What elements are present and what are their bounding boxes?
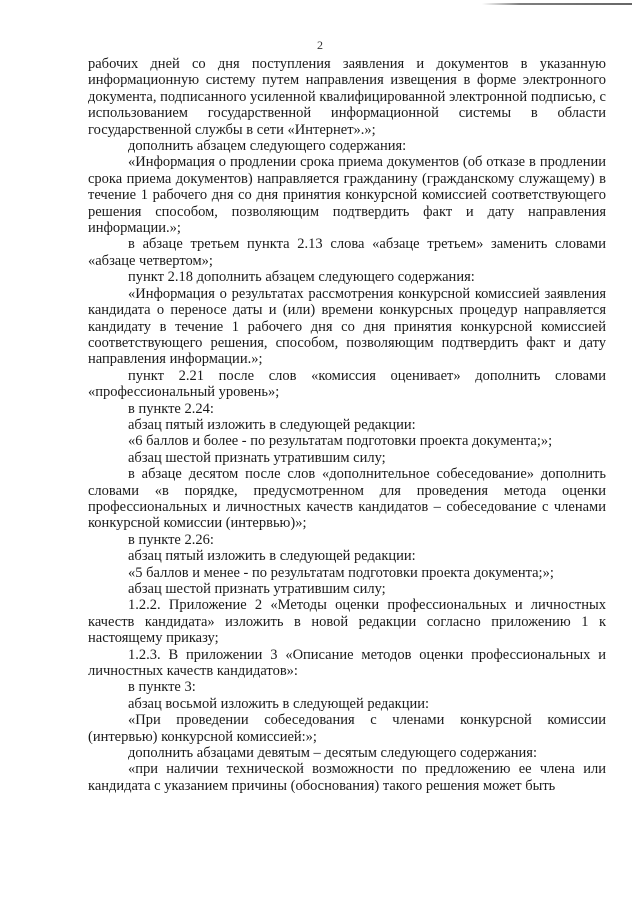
document-body: [88, 56, 606, 794]
paragraph: в пункте 2.26:: [128, 531, 214, 548]
paragraph: «6 баллов и более - по результатам подготовки проекта документа;»;: [128, 433, 553, 450]
paragraph: абзац пятый изложить в следующей редакции:: [128, 548, 416, 565]
paragraph: «Информация о продлении срока приема документов (об отказе в продлении срока приема документов) направляется гражданину (гражданскому служащему) в течение 1 рабочего дня со дня принятия конкурсной комиссией соответствующего решения способом, позволяющим подтвердить факт и дату направления информации.»;: [88, 154, 606, 237]
paragraph: «5 баллов и менее - по результатам подготовки проекта документа;»;: [128, 564, 554, 581]
paragraph: «при наличии технической возможности по предложению ее члена или кандидата с указанием причины (обоснования) такого решения может быть: [88, 761, 606, 794]
paragraph: 1.2.3. В приложении 3 «Описание методов оценки профессиональных и личностных качеств кандидатов»:: [88, 646, 606, 680]
paragraph: пункт 2.18 дополнить абзацем следующего содержания:: [128, 269, 475, 286]
paragraph: абзац шестой признать утратившим силу;: [128, 449, 386, 466]
paragraph: дополнить абзацами девятым – десятым следующего содержания:: [128, 745, 538, 762]
paragraph: 1.2.2. Приложение 2 «Методы оценки профессиональных и личностных качеств кандидата» изложить в новой редакции согласно приложению 1 к настоящему приказу;: [88, 597, 606, 647]
paragraph: абзац восьмой изложить в следующей редакции:: [128, 695, 430, 712]
paragraph: дополнить абзацем следующего содержания:: [128, 138, 407, 155]
paragraph: абзац пятый изложить в следующей редакции:: [128, 416, 416, 433]
paragraph: рабочих дней со дня поступления заявления и документов в указанную информационную систему путем направления извещения в форме электронного документа, подписанного усиленной квалифицированной электронной подписью, с использованием государственной информационной системы в области государственной службы в сети «Интернет».»;: [88, 56, 606, 138]
paragraph: пункт 2.21 после слов «комиссия оценивает» дополнить словами «профессиональный уровень»;: [88, 367, 606, 401]
paragraph: абзац шестой признать утратившим силу;: [128, 581, 386, 597]
page-number: 2: [317, 38, 323, 52]
paragraph: в абзаце третьем пункта 2.13 слова «абзаце третьем» заменить словами «абзаце четвертом»;: [88, 236, 606, 269]
paragraph: «При проведении собеседования с членами конкурсной комиссии (интервью) конкурсной комиссией:»;: [88, 712, 606, 745]
paragraph: в пункте 2.24:: [128, 400, 214, 417]
paragraph: в абзаце десятом после слов «дополнительное собеседование» дополнить словами «в порядке, предусмотренном для проведения метода оценки профессиональных и личностных качеств кандидатов – собеседование с членами конкурсной комиссии (интервью)»;: [88, 466, 606, 532]
paragraph: в пункте 3:: [128, 679, 196, 696]
scan-edge-mark: [482, 3, 632, 5]
paragraph: «Информация о результатах рассмотрения конкурсной комиссией заявления кандидата о переносе даты и (или) времени конкурсных процедур направляется кандидату в течение 1 рабочего дня со дня принятия конкурсной комиссией соответствующего решения, способом, позволяющим подтвердить факт и дату направления информации.»;: [88, 285, 606, 368]
